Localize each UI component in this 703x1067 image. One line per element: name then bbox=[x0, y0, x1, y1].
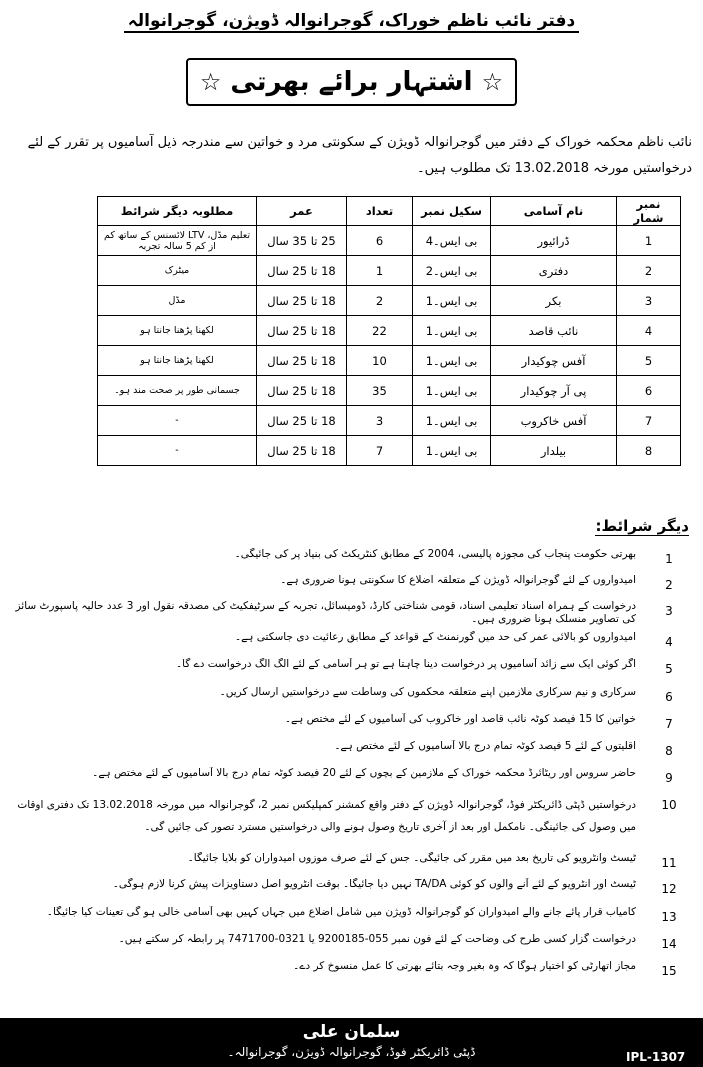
conditions-heading: دیگر شرائط: bbox=[595, 517, 689, 535]
condition-text: بھرتی حکومت پنجاب کی مجوزہ پالیسی، 2004 کے مطابق کنٹریکٹ کی بنیاد پر کی جائیگی۔ bbox=[234, 548, 636, 560]
table-cell: 2 bbox=[347, 286, 413, 316]
table-cell: 2 bbox=[617, 256, 681, 286]
list-item bbox=[12, 740, 692, 764]
condition-number: 12 bbox=[661, 882, 677, 896]
list-item bbox=[12, 933, 692, 957]
list-item bbox=[12, 574, 692, 598]
condition-number: 7 bbox=[665, 717, 673, 731]
table-row bbox=[98, 226, 681, 256]
table-cell: 22 bbox=[347, 316, 413, 346]
table-cell: 18 تا 25 سال bbox=[257, 286, 347, 316]
condition-text: ٹیسٹ اور انٹرویو کے لئے آنے والوں کو کوئی TA/DA نہیں دیا جائیگا۔ بوقت انٹرویو اصل دستاویزات پیش کرنا لازم ہوگی۔ bbox=[112, 878, 636, 890]
table-cell: 18 تا 25 سال bbox=[257, 346, 347, 376]
column-header: عمر bbox=[257, 197, 347, 226]
table-cell: 3 bbox=[347, 406, 413, 436]
signatory-designation: ڈپٹی ڈائریکٹر فوڈ، گوجرانوالہ ڈویژن، گوجرانوالہ۔ bbox=[227, 1045, 476, 1059]
table-cell: بی ایس۔1 bbox=[413, 346, 491, 376]
list-item bbox=[12, 658, 692, 682]
advertisement-title-text: اشتہار برائے بھرتی bbox=[230, 67, 473, 97]
table-header-row bbox=[98, 197, 681, 226]
column-header: نام آسامی bbox=[491, 197, 617, 226]
condition-text: ٹیسٹ وانٹرویو کی تاریخ بعد میں مقرر کی جائیگی۔ جس کے لئے صرف موزوں امیدواران کو بلایا جائیگا۔ bbox=[187, 852, 636, 864]
list-item bbox=[12, 852, 692, 876]
table-cell: بی ایس۔1 bbox=[413, 316, 491, 346]
list-item bbox=[12, 713, 692, 737]
advertisement-code: IPL-1307 bbox=[626, 1050, 686, 1064]
table-cell: 3 bbox=[617, 286, 681, 316]
list-item bbox=[12, 631, 692, 655]
table-cell: 18 تا 25 سال bbox=[257, 256, 347, 286]
column-header: مطلوبہ دیگر شرائط bbox=[98, 197, 257, 226]
condition-text: درخواست گزار کسی طرح کی وضاحت کے لئے فون نمبر 055-9200185 یا 0321-7471700 پر رابطہ کر سکتے ہیں۔ bbox=[118, 933, 636, 945]
table-cell: دفتری bbox=[491, 256, 617, 286]
table-cell: بی ایس۔1 bbox=[413, 376, 491, 406]
condition-text: خواتین کا 15 فیصد کوٹہ نائب قاصد اور خاکروب کی آسامیوں کے لئے مختص ہے۔ bbox=[284, 713, 636, 725]
star-icon: ☆ bbox=[481, 68, 504, 96]
list-item bbox=[12, 960, 692, 984]
list-item bbox=[12, 794, 692, 840]
table-cell: 5 bbox=[617, 346, 681, 376]
column-header: سکیل نمبر bbox=[413, 197, 491, 226]
condition-text: اگر کوئی ایک سے زائد آسامیوں پر درخواست دینا چاہتا ہے تو ہر آسامی کے لئے الگ الگ درخواست دے گا۔ bbox=[175, 658, 636, 670]
table-cell: لکھنا پڑھنا جانتا ہو bbox=[98, 346, 257, 376]
table-cell: آفس خاکروب bbox=[491, 406, 617, 436]
condition-number: 14 bbox=[661, 937, 677, 951]
office-heading-text: دفتر نائب ناظم خوراک، گوجرانوالہ ڈویژن، گوجرانوالہ bbox=[124, 11, 579, 33]
intro-paragraph: نائب ناظم محکمہ خوراک کے دفتر میں گوجرانوالہ ڈویژن کے سکونتی مرد و خواتین سے مندرجہ ذیل آسامیوں پر تقرر کے لئے درخواستیں مورخہ 13.02.2018 تک مطلوب ہیں۔ bbox=[27, 135, 692, 176]
signature-footer bbox=[0, 1018, 703, 1067]
condition-text: امیدواروں کے لئے گوجرانوالہ ڈویژن کے متعلقہ اضلاع کا سکونتی ہونا ضروری ہے۔ bbox=[280, 574, 636, 586]
table-row bbox=[98, 376, 681, 406]
table-cell: 1 bbox=[347, 256, 413, 286]
table-row bbox=[98, 286, 681, 316]
title-banner bbox=[0, 58, 703, 106]
table-row bbox=[98, 256, 681, 286]
list-item bbox=[12, 878, 692, 902]
table-cell: 4 bbox=[617, 316, 681, 346]
condition-number: 8 bbox=[665, 744, 673, 758]
table-cell: 18 تا 25 سال bbox=[257, 316, 347, 346]
condition-number: 5 bbox=[665, 662, 673, 676]
table-cell: 1 bbox=[617, 226, 681, 256]
condition-text: درخواستیں ڈپٹی ڈائریکٹر فوڈ، گوجرانوالہ ڈویژن کے دفتر واقع کمشنر کمپلیکس نمبر 2، گوجرانوالہ میں مورخہ 13.02.2018 تک دفتری اوقات میں وصول کی جائینگی۔ نامکمل اور بعد از آخری تاریخ وصول ہونے والی درخواستیں مسترد تصور کی جائیں گی۔ bbox=[17, 799, 636, 833]
table-cell: 18 تا 25 سال bbox=[257, 376, 347, 406]
condition-text: حاضر سروس اور ریٹائرڈ محکمہ خوراک کے ملازمین کے بچوں کے لئے 20 فیصد کوٹہ تمام درج بالا آسامیوں کے لئے مختص ہے۔ bbox=[92, 767, 636, 779]
table-cell: ڈرائیور bbox=[491, 226, 617, 256]
table-cell: - bbox=[98, 436, 257, 466]
condition-text: سرکاری و نیم سرکاری ملازمین اپنے متعلقہ محکموں کی وساطت سے درخواستیں ارسال کریں۔ bbox=[219, 686, 636, 698]
table-cell: بی ایس۔2 bbox=[413, 256, 491, 286]
table-row bbox=[98, 316, 681, 346]
office-heading bbox=[0, 10, 703, 31]
table-cell: 7 bbox=[617, 406, 681, 436]
table-row bbox=[98, 406, 681, 436]
condition-text: امیدواروں کو بالائی عمر کی حد میں گورنمنٹ کے قواعد کے مطابق رعائیت دی جاسکتی ہے۔ bbox=[234, 631, 636, 643]
condition-text: اقلیتوں کے لئے 5 فیصد کوٹہ تمام درج بالا آسامیوں کے لئے مختص ہے۔ bbox=[334, 740, 636, 752]
table-cell: لکھنا پڑھنا جانتا ہو bbox=[98, 316, 257, 346]
table-cell: میٹرک bbox=[98, 256, 257, 286]
star-icon: ☆ bbox=[199, 68, 222, 96]
table-cell: بی ایس۔4 bbox=[413, 226, 491, 256]
condition-number: 13 bbox=[661, 910, 677, 924]
table-cell: پی آر چوکیدار bbox=[491, 376, 617, 406]
table-cell: بیلدار bbox=[491, 436, 617, 466]
table-cell: 18 تا 25 سال bbox=[257, 436, 347, 466]
table-cell: مڈل bbox=[98, 286, 257, 316]
table-cell: تعلیم مڈل، LTV لائسنس کے ساتھ کم از کم 5 سالہ تجربہ bbox=[98, 226, 257, 256]
column-header: نمبر شمار bbox=[617, 197, 681, 226]
table-cell: بی ایس۔1 bbox=[413, 286, 491, 316]
table-row bbox=[98, 346, 681, 376]
table-cell: 7 bbox=[347, 436, 413, 466]
table-row bbox=[98, 436, 681, 466]
advertisement-title bbox=[186, 58, 517, 106]
table-cell: بی ایس۔1 bbox=[413, 406, 491, 436]
vacancies-table bbox=[97, 196, 681, 466]
condition-number: 2 bbox=[665, 578, 673, 592]
condition-text: مجاز اتھارٹی کو اختیار ہوگا کہ وہ بغیر وجہ بتائے بھرتی کا عمل منسوخ کر دے۔ bbox=[293, 960, 636, 972]
table-cell: - bbox=[98, 406, 257, 436]
table-cell: 25 تا 35 سال bbox=[257, 226, 347, 256]
table-cell: نائب قاصد bbox=[491, 316, 617, 346]
condition-number: 9 bbox=[665, 771, 673, 785]
condition-text: کامیاب قرار پائے جانے والے امیدواران کو گوجرانوالہ ڈویژن میں شامل اضلاع میں جہاں کہیں بھی آسامی خالی ہو گی تعینات کیا جائیگا۔ bbox=[46, 906, 636, 918]
condition-number: 10 bbox=[661, 798, 677, 812]
table-cell: 35 bbox=[347, 376, 413, 406]
table-cell: 6 bbox=[347, 226, 413, 256]
table-cell: 6 bbox=[617, 376, 681, 406]
condition-number: 6 bbox=[665, 690, 673, 704]
condition-number: 15 bbox=[661, 964, 677, 978]
table-cell: آفس چوکیدار bbox=[491, 346, 617, 376]
condition-number: 3 bbox=[665, 604, 673, 618]
condition-number: 4 bbox=[665, 635, 673, 649]
table-cell: بی ایس۔1 bbox=[413, 436, 491, 466]
table-cell: بکر bbox=[491, 286, 617, 316]
condition-text: درخواست کے ہمراہ اسناد تعلیمی اسناد، قومی شناختی کارڈ، ڈومیسائل، تجربہ کے سرٹیفکیٹ کی مصدقہ نقول اور 3 عدد حالیہ پاسپورٹ سائز کی تصاویر منسلک ہونا ضروری ہیں۔ bbox=[15, 600, 636, 625]
list-item bbox=[12, 767, 692, 791]
condition-number: 11 bbox=[661, 856, 677, 870]
list-item bbox=[12, 600, 692, 626]
table-cell: 18 تا 25 سال bbox=[257, 406, 347, 436]
list-item bbox=[12, 686, 692, 710]
column-header: تعداد bbox=[347, 197, 413, 226]
condition-number: 1 bbox=[665, 552, 673, 566]
table-cell: 10 bbox=[347, 346, 413, 376]
table-cell: 8 bbox=[617, 436, 681, 466]
list-item bbox=[12, 906, 692, 930]
list-item bbox=[12, 548, 692, 572]
signatory-name: سلمان علی bbox=[302, 1022, 401, 1042]
table-cell: جسمانی طور پر صحت مند ہو۔ bbox=[98, 376, 257, 406]
